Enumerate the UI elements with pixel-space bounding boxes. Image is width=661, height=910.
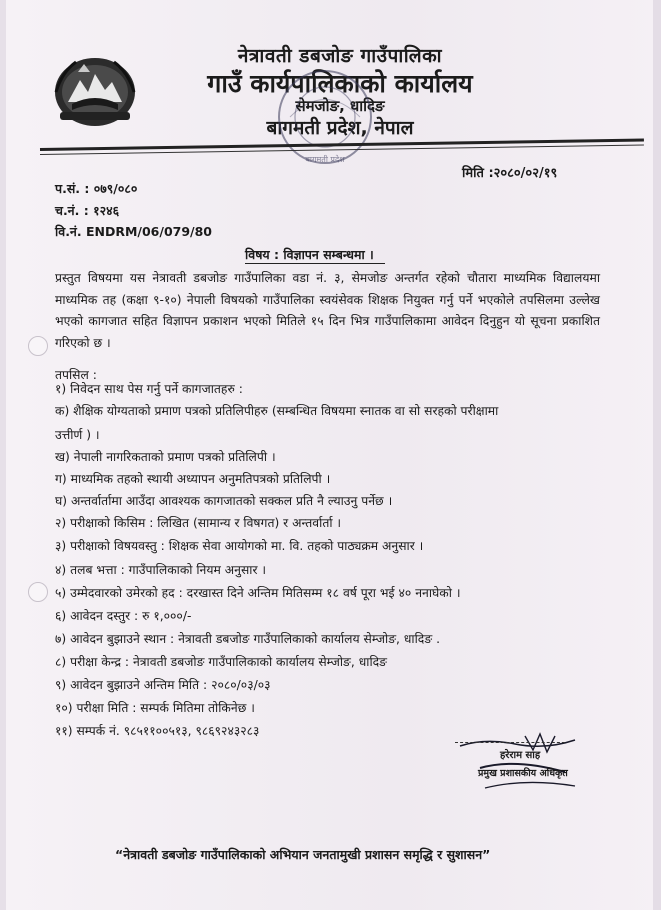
patra-sankhya: प.सं. : ०७९/०८०	[55, 181, 138, 196]
list-item: घ) अन्तर्वार्तामा आउँदा आवश्यक कागजातको सक्कल प्रति नै ल्याउनु पर्नेछ ।	[55, 494, 393, 508]
signatory-name: हरेराम साह	[500, 750, 541, 761]
subject-underline	[245, 263, 385, 264]
letter-date: मिति :२०८०/०२/१९	[462, 166, 558, 181]
list-item: ९) आवेदन बुझाउने अन्तिम मिति : २०८०/०३/०३	[55, 678, 271, 692]
municipality-name: नेत्रावती डबजोङ गाउँपालिका	[237, 45, 443, 67]
office-name: गाउँ कार्यपालिकाको कार्यालय	[207, 69, 473, 98]
office-stamp	[270, 62, 380, 172]
tapsil-heading: तपसिल :	[55, 368, 97, 382]
page-edge-left	[0, 0, 6, 910]
list-item: २) परीक्षाको किसिम : लिखित (सामान्य र विषगत) र अन्तर्वार्ता ।	[55, 516, 342, 530]
advertisement-number: वि.नं. ENDRM/06/079/80	[55, 224, 212, 239]
list-item: १) निवेदन साथ पेस गर्नु पर्ने कागजातहरु :	[55, 382, 243, 396]
province-country: बागमती प्रदेश, नेपाल	[266, 117, 414, 139]
list-item: ख) नेपाली नागरिकताको प्रमाण पत्रको प्रतिलिपी ।	[55, 450, 276, 464]
list-item: ८) परीक्षा केन्द्र : नेत्रावती डबजोङ गाउँपालिकाको कार्यालय सेम्जोङ, धादिङ	[55, 655, 387, 669]
list-item: ३) परीक्षाको विषयवस्तु : शिक्षक सेवा आयोगको मा. वि. तहको पाठ्यक्रम अनुसार ।	[55, 539, 424, 553]
list-item: ११) सम्पर्क नं. ९८५११००५१३, ९८६९२४३२८३	[55, 724, 260, 738]
chalani-number: च.नं. : १२४६	[55, 203, 120, 218]
footer-slogan: “नेत्रावती डबजोङ गाउँपालिकाको अभियान जनतामुखी प्रशासन समृद्धि र सुशासन”	[115, 847, 491, 862]
page-edge-right	[653, 0, 661, 910]
list-item: उत्तीर्ण ) ।	[55, 428, 100, 442]
punch-hole	[28, 336, 48, 356]
list-item: ग) माध्यमिक तहको स्थायी अध्यापन अनुमतिपत्रको प्रतिलिपी ।	[55, 472, 331, 486]
list-item: क) शैक्षिक योग्यताको प्रमाण पत्रको प्रतिलिपीहरु (सम्बन्धित विषयमा स्नातक वा सो सरहको परीक्षामा	[55, 404, 499, 418]
list-item: ७) आवेदन बुझाउने स्थान : नेत्रावती डबजोङ गाउँपालिकाको कार्यालय सेम्जोङ, धादिङ .	[55, 632, 440, 646]
stamp-text: बागमती प्रदेश	[305, 155, 345, 164]
list-item: ५) उम्मेदवारको उमेरको हद : दरखास्त दिने अन्तिम मितिसम्म १८ वर्ष पूरा भई ४० ननाघेको ।	[55, 586, 461, 600]
nepal-emblem-logo	[50, 52, 140, 132]
handwritten-signature	[455, 728, 585, 798]
signature-line	[455, 742, 565, 743]
signatory-title: प्रमुख प्रशासकीय अधिकृत	[478, 768, 568, 779]
punch-hole	[28, 582, 48, 602]
list-item: १०) परीक्षा मिति : सम्पर्क मितिमा तोकिनेछ ।	[55, 701, 255, 715]
subject-line: विषय : विज्ञापन सम्बन्धमा ।	[245, 247, 374, 262]
office-location: सेमजोङ, धादिङ	[295, 97, 385, 115]
list-item: ४) तलब भत्ता : गाउँपालिकाको नियम अनुसार ।	[55, 563, 267, 577]
notice-body: प्रस्तुत विषयमा यस नेत्रावती डबजोङ गाउँपालिका वडा नं. ३, सेमजोङ अन्तर्गत रहेको चौतारा माध्यमिक विद्यालयमा माध्यमिक तह (कक्षा ९-१०) नेपाली विषयको गाउँपालिका स्वयंसेवक शिक्षक नियुक्त गर्नु पर्ने भएकोले तपसिलमा उल्लेख भएको कागजात सहित विज्ञापन प्रकाशन भएको मितिले १५ दिन भित्र गाउँपालिकामा आवेदन दिनुहुन यो सूचना प्रकाशित गरिएको छ ।	[55, 271, 600, 350]
list-item: ६) आवेदन दस्तुर : रु १,०००/-	[55, 609, 192, 623]
